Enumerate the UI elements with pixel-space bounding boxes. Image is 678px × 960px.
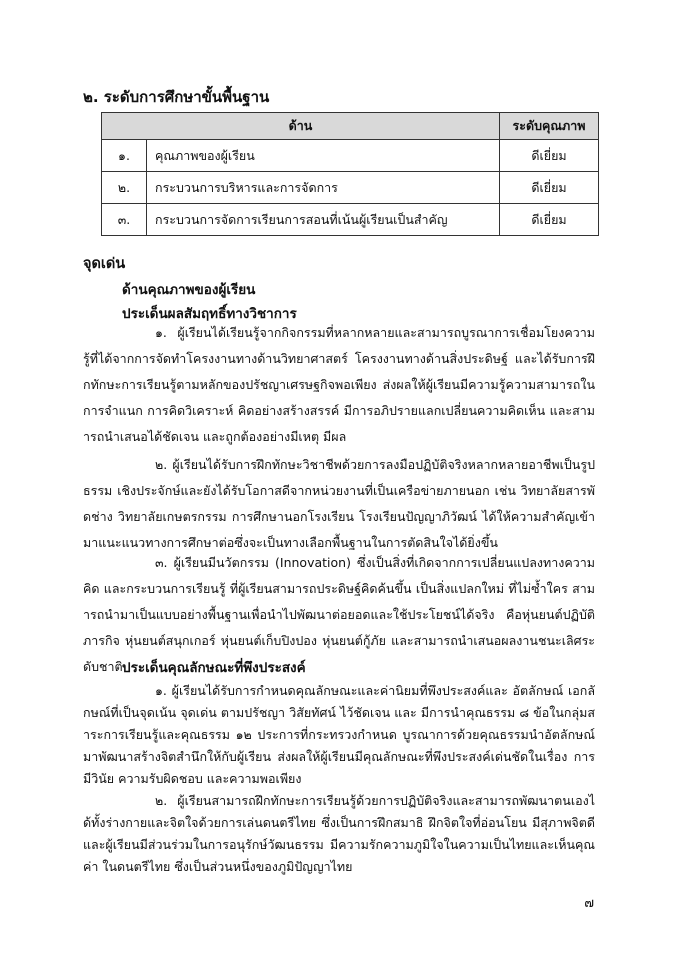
row-area: คุณภาพของผู้เรียน bbox=[147, 140, 500, 172]
header-area: ด้าน bbox=[102, 113, 500, 140]
table-header-row bbox=[102, 113, 599, 140]
character-paragraph-1: ๑. ผู้เรียนได้รับการกำหนดคุณลักษณะและค่านิยมที่พึงประสงค์และ อัตลักษณ์ เอกลักษณ์ที่เป็นจุดเน้น จุดเด่น ตามปรัชญา วิสัยทัศน์ ไว้ชัดเจน และ มีการนำคุณธรรม ๘ ข้อในกลุ่มสาระการเรียนรู้และคุณธรรม ๑๒ ประการที่กระทรวงกำหนด บูรณาการด้วยคุณธรรมนำอัตลักษณ์มาพัฒนาสร้างจิตสำนึกให้กับผู้เรียน ส่งผลให้ผู้เรียนมีคุณลักษณะที่พึงประสงค์เด่นชัดในเรื่อง การมีวินัย ความรับผิดชอบ และความพอเพียง bbox=[83, 683, 595, 786]
row-area: กระบวนการจัดการเรียนการสอนที่เน้นผู้เรียนเป็นสำคัญ bbox=[147, 204, 500, 236]
academic-paragraph-2: ๒. ผู้เรียนได้รับการฝึกทักษะวิชาชีพด้วยการลงมือปฏิบัติจริงหลากหลายอาชีพเป็นรูปธรรม เชิงประจักษ์และยังได้รับโอกาสดีจากหน่วยงานที่เป็นเครือข่ายภายนอก เช่น วิทยาลัยสารพัดช่าง วิทยาลัยเกษตรกรรม การศึกษานอกโรงเรียน โรงเรียนปัญญาภิวัฒน์ ได้ให้ความสำคัญเข้ามาแนะแนวทางการศึกษาต่อซึ่งจะเป็นทางเลือกพื้นฐานในการตัดสินใจได้ยิ่งขึ้น bbox=[83, 457, 595, 550]
student-quality-heading: ด้านคุณภาพของผู้เรียน bbox=[122, 282, 256, 298]
quality-table bbox=[101, 112, 599, 236]
row-number: ๑. bbox=[102, 140, 147, 172]
table-row bbox=[102, 172, 599, 204]
section-title: ๒. ระดับการศึกษาขั้นพื้นฐาน bbox=[83, 88, 270, 106]
row-level: ดีเยี่ยม bbox=[500, 140, 599, 172]
row-number: ๓. bbox=[102, 204, 147, 236]
header-level: ระดับคุณภาพ bbox=[500, 113, 599, 140]
row-number: ๒. bbox=[102, 172, 147, 204]
character-heading: ประเด็นคุณลักษณะที่พึงประสงค์ bbox=[122, 660, 306, 676]
academic-paragraph-1: ๑. ผู้เรียนได้เรียนรู้จากกิจกรรมที่หลากหลายและสามารถบูรณาการเชื่อมโยงความรู้ที่ได้จากการจัดทำโครงงานทางด้านวิทยาศาสตร์ โครงงานทางด้านสิ่งประดิษฐ์ และได้รับการฝึกทักษะการเรียนรู้ตามหลักของปรัชญาเศรษฐกิจพอเพียง ส่งผลให้ผู้เรียนมีความรู้ความสามารถในการจำแนก การคิดวิเคราะห์ คิดอย่างสร้างสรรค์ มีการอภิปรายแลกเปลี่ยนความคิดเห็น และสามารถนำเสนอได้ชัดเจน และถูกต้องอย่างมีเหตุ มีผล bbox=[83, 325, 595, 444]
table-row bbox=[102, 204, 599, 236]
table-row bbox=[102, 140, 599, 172]
row-area: กระบวนการบริหารและการจัดการ bbox=[147, 172, 500, 204]
page-number: ๗ bbox=[584, 896, 594, 911]
academic-heading: ประเด็นผลสัมฤทธิ์ทางวิชาการ bbox=[122, 306, 297, 322]
academic-paragraph-3: ๓. ผู้เรียนมีนวัตกรรม (Innovation) ซึ่งเป็นสิ่งที่เกิดจากการเปลี่ยนแปลงทางความคิด และกระบวนการเรียนรู้ ที่ผู้เรียนสามารถประดิษฐ์คิดค้นขึ้น เป็นสิ่งแปลกใหม่ ที่ไม่ซ้ำใคร สามารถนำมาเป็นแบบอย่างพื้นฐานเพื่อนำไปพัฒนาต่อยอดและใช้ประโยชน์ได้จริง คือหุ่นยนต์ปฏิบัติภารกิจ หุ่นยนต์สนุกเกอร์ หุ่นยนต์เก็บปิงปอง หุ่นยนต์กู้ภัย และสามารถนำเสนอผลงานชนะเลิศระดับชาติ bbox=[83, 555, 595, 674]
row-level: ดีเยี่ยม bbox=[500, 172, 599, 204]
character-paragraph-2: ๒. ผู้เรียนสามารถฝึกทักษะการเรียนรู้ด้วยการปฏิบัติจริงและสามารถพัฒนาตนเองได้ทั้งร่างกายและจิตใจด้วยการเล่นดนตรีไทย ซึ่งเป็นการฝึกสมาธิ ฝึกจิตใจที่อ่อนโยน มีสุภาพจิตดี และผู้เรียนมีส่วนร่วมในการอนุรักษ์วัฒนธรรม มีความรักความภูมิใจในความเป็นไทยและเห็นคุณค่า ในดนตรีไทย ซึ่งเป็นส่วนหนึ่งของภูมิปัญญาไทย bbox=[83, 793, 595, 874]
highlights-heading: จุดเด่น bbox=[83, 256, 126, 272]
row-level: ดีเยี่ยม bbox=[500, 204, 599, 236]
